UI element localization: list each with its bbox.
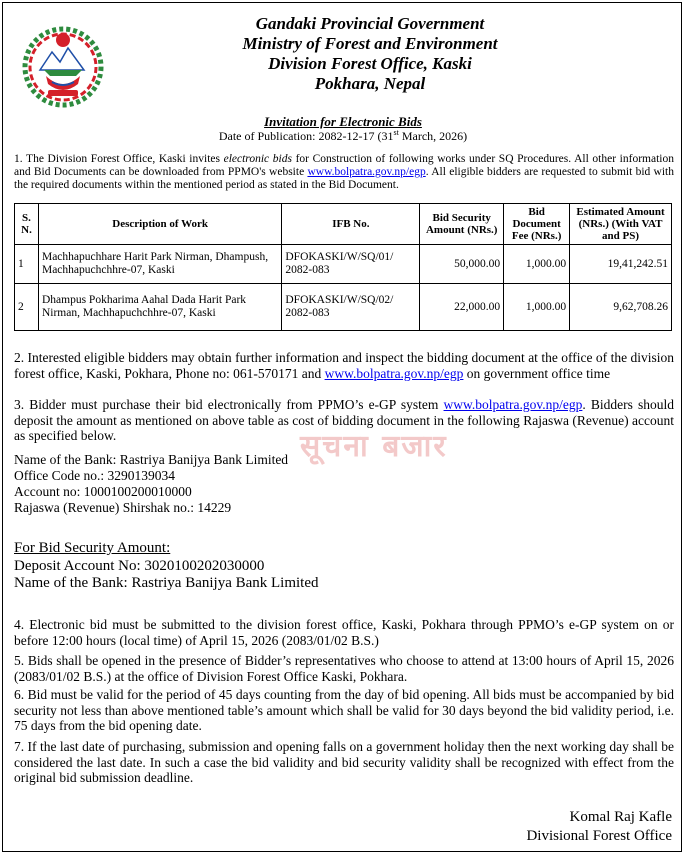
account-number: Account no: 1000100200010000 (14, 484, 192, 499)
header-doc-fee: Bid Document Fee (NRs.) (504, 204, 570, 245)
header-office: Division Forest Office, Kaski (268, 54, 472, 73)
cell-sn: 1 (15, 245, 39, 284)
cell-description: Machhapuchhare Harit Park Nirman, Dhampush, Machhapuchchhre-07, Kaski (38, 245, 281, 284)
header-ministry: Ministry of Forest and Environment (242, 34, 498, 53)
bolpatra-link[interactable]: www.bolpatra.gov.np/egp (324, 365, 464, 381)
signatory-title: Divisional Forest Office (526, 828, 672, 844)
cell-security: 22,000.00 (420, 284, 504, 331)
header-estimated: Estimated Amount (NRs.) (With VAT and PS) (570, 204, 672, 245)
cell-sn: 2 (15, 284, 39, 331)
watermark-logo: सूचना बजार (300, 429, 448, 464)
security-bank-name: Name of the Bank: Rastriya Banijya Bank Limited (14, 575, 319, 591)
paragraph-6: 6. Bid must be valid for the period of 45 days counting from the day of bid opening. All bids must be accompanied by bid security not less than above mentioned table’s amount which shall be valid for 30 days beyond the bid validity period, i.e. 75 days from the bid opening date. (14, 687, 674, 733)
header-description: Description of Work (38, 204, 281, 245)
cell-fee: 1,000.00 (504, 284, 570, 331)
signature-block (526, 808, 672, 846)
bolpatra-link[interactable]: www.bolpatra.gov.np/egp (443, 397, 583, 412)
bank-name: Name of the Bank: Rastriya Banijya Bank Limited (14, 452, 289, 467)
nepal-emblem-icon (22, 26, 104, 108)
header-bid-security: Bid Security Amount (NRs.) (420, 204, 504, 245)
cell-estimate: 19,41,242.51 (570, 245, 672, 284)
paragraph-1: 1. The Division Forest Office, Kaski invites electronic bids for Construction of following works under SQ Procedures. All other information and Bid Documents can be downloaded from PPMO's website www.bolpatra.gov.np/egp. All eligible bidders are requested to submit bid with the required documents within the mentioned period as stated in the Bid Document. (14, 153, 674, 191)
cell-security: 50,000.00 (420, 245, 504, 284)
header-location: Pokhara, Nepal (314, 74, 426, 93)
paragraph-7: 7. If the last date of purchasing, submission and opening falls on a government holiday then the next working day shall be considered the last date. In such a case the bid validity and bid security validity shall be recognized with effect from the original bid submission deadline. (14, 739, 674, 785)
publication-date: Date of Publication: 2082-12-17 (31st March, 2026) (218, 128, 468, 143)
table-row (15, 245, 672, 284)
cell-fee: 1,000.00 (504, 245, 570, 284)
table-header-row (15, 204, 672, 245)
header-government: Gandaki Provincial Government (255, 14, 485, 33)
cell-ifb: DFOKASKI/W/SQ/02/ 2082-083 (282, 284, 420, 331)
paragraph-4: 4. Electronic bid must be submitted to the division forest office, Kaski, Pokhara through PPMO’s e-GP system on or before 12:00 hours (local time) of April 15, 2026 (2083/01/02 B.S.) (14, 617, 674, 648)
bid-security-title: For Bid Security Amount: (14, 540, 171, 556)
bolpatra-link[interactable]: www.bolpatra.gov.np/egp (307, 166, 426, 178)
cell-estimate: 9,62,708.26 (570, 284, 672, 331)
table-row (15, 284, 672, 331)
revenue-shirshak: Rajaswa (Revenue) Shirshak no.: 14229 (14, 500, 232, 515)
bid-works-table (14, 203, 672, 331)
header-sn: S. N. (15, 204, 39, 245)
notice-title: Invitation for Electronic Bids (264, 114, 422, 129)
paragraph-2: 2. Interested eligible bidders may obtain further information and inspect the bidding document at the office of the division forest office, Kaski, Pokhara, Phone no: 061-570171 and www.bolpatra.gov.np/egp on government office time (14, 350, 674, 381)
cell-description: Dhampus Pokharima Aahal Dada Harit Park Nirman, Machhapuchchhre-07, Kaski (38, 284, 281, 331)
paragraph-3: 3. Bidder must purchase their bid electronically from PPMO’s e-GP system www.bolpatra.gov.np/egp. Bidders should deposit the amount as mentioned on above table as cost of bidding document in the following Rajaswa (Revenue) account as specified below. (14, 397, 674, 443)
office-code: Office Code no.: 3290139034 (14, 468, 175, 483)
bid-security-section (14, 540, 319, 593)
signatory-name: Komal Raj Kafle (569, 809, 672, 825)
paragraph-5: 5. Bids shall be opened in the presence of Bidder’s representatives who choose to attend at 13:00 hours of April 15, 2026 (2083/01/02 B.S.) at the office of Division Forest Office Kaski, Pokhara. (14, 653, 674, 684)
header-ifb: IFB No. (282, 204, 420, 245)
deposit-account: Deposit Account No: 3020100202030000 (14, 557, 265, 574)
cell-ifb: DFOKASKI/W/SQ/01/ 2082-083 (282, 245, 420, 284)
